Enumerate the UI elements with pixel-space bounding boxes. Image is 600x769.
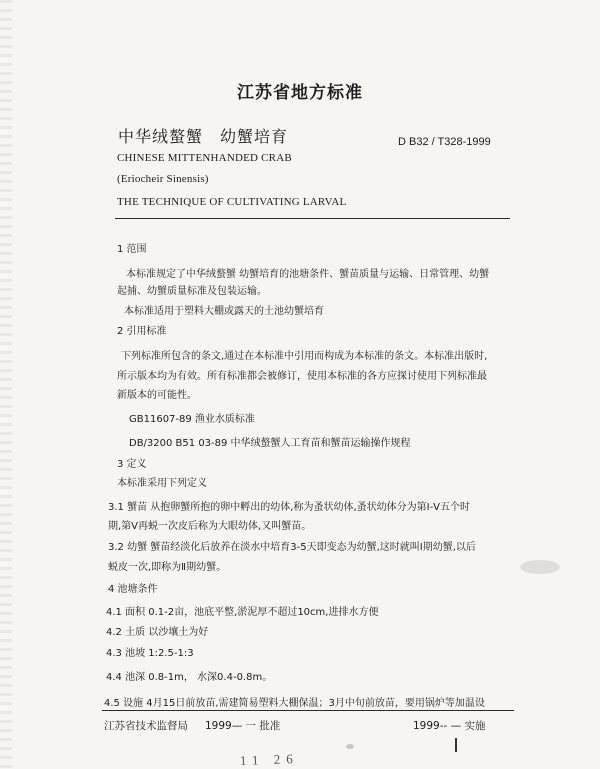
implementation-date: 1999-- — 实施 [413,720,486,732]
section-heading: 4 池塘条件 [108,584,158,595]
section-heading: 1 范围 [117,244,147,255]
condition-item: 4.2 土质 以沙壤土为好 [106,627,209,638]
reference-item: DB/3200 B51 03-89 中华绒螯蟹人工育苗和蟹苗运输操作规程 [129,438,411,449]
scan-edge [0,0,12,768]
section-heading: 3 定义 [117,459,147,470]
reference-item: GB11607-89 渔业水质标准 [129,414,255,425]
date-stamp: 11 26 [239,750,300,769]
issue-date: 1999— 一 批准 [205,720,281,732]
condition-item: 4.5 设施 4月15日前放苗,需建简易塑料大棚保温；3月中旬前放苗，要用锅炉等加温设 [104,698,485,709]
definition-line: 3.1 蟹苗 从抱卵蟹所抱的卵中孵出的幼体,称为蚤状幼体,蚤状幼体分为第Ⅰ-Ⅴ五个时 [108,502,471,513]
paragraph-line: 本标准规定了中华绒螯蟹 幼蟹培育的池塘条件、蟹苗质量与运输、日常管理、幼蟹 [126,269,490,280]
scan-smudge [520,560,560,574]
section-heading: 2 引用标准 [117,326,167,337]
definition-line: 期,第Ⅴ再蜕一次皮后称为大眼幼体,又叫蟹苗。 [108,521,312,532]
paragraph-line: 新版本的可能性。 [117,390,197,401]
paragraph-line: 本标准适用于塑料大棚或露天的土池幼蟹培育 [124,306,324,317]
paragraph-line: 起捕、幼蟹质量标准及包装运输。 [117,286,267,297]
header-divider [115,218,510,219]
standard-title-en: CHINESE MITTENHANDED CRAB [117,152,292,164]
standard-latin-name: (Eriocheir Sinensis) [117,173,209,185]
paragraph-line: 下列标准所包含的条文,通过在本标准中引用而构成为本标准的条文。本标准出版时, [121,351,488,362]
condition-item: 4.3 池坡 1:2.5-1:3 [106,648,194,659]
issuer: 江苏省技术监督局 [104,720,188,732]
standard-title-cn: 中华绒螯蟹 幼蟹培育 [118,127,289,146]
standard-subtitle-en: THE TECHNIQUE OF CULTIVATING LARVAL [117,196,347,208]
paragraph-line: 所示版本均为有效。所有标准都会被修订，使用本标准的各方应探讨使用下列标准最 [117,371,487,382]
definition-line: 3.2 幼蟹 蟹苗经淡化后放养在淡水中培育3-5天即变态为幼蟹,这时就叫Ⅰ期幼蟹,以后 [108,542,476,553]
standard-number: D B32 / T328-1999 [398,136,491,148]
condition-item: 4.1 面积 0.1-2亩，池底平整,淤泥厚不超过10cm,进排水方便 [106,607,379,618]
footer-divider [102,710,514,711]
definition-line: 蜕皮一次,即称为Ⅱ期幼蟹。 [108,562,227,573]
scan-mark [455,738,457,752]
paragraph-line: 本标准采用下列定义 [117,478,207,489]
condition-item: 4.4 池深 0.8-1m， 水深0.4-0.8m。 [106,672,273,683]
page-title: 江苏省地方标准 [237,83,363,103]
scan-speck [346,744,354,749]
